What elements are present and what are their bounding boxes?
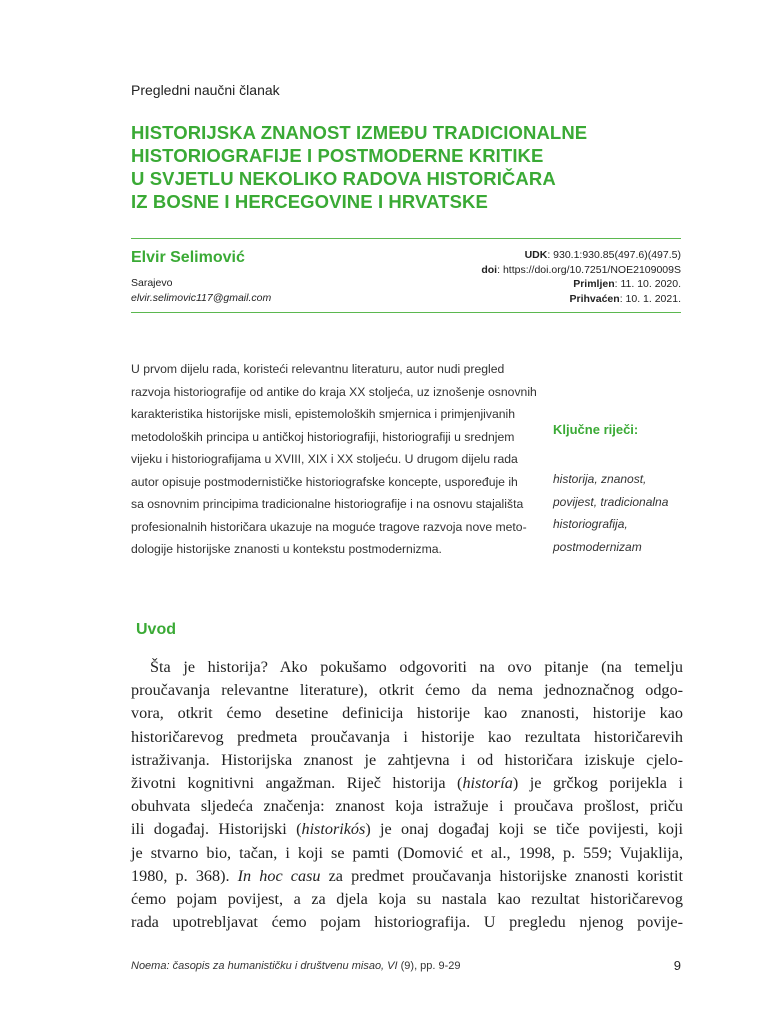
body-italic-term: historikós [301, 820, 366, 839]
author-email[interactable]: elvir.selimovic117@gmail.com [131, 292, 272, 304]
body-line [131, 865, 683, 888]
body-text-span: životni kognitivni angažman. Riječ historija ( [131, 774, 463, 793]
abstract-line: karakteristika historijske misli, epistemoloških smjernica i primjenjivanih [131, 407, 516, 421]
received-label: Primljen [573, 278, 615, 290]
body-line [131, 772, 683, 795]
doi-value[interactable]: : https://doi.org/10.7251/NOE2109009S [497, 263, 681, 276]
abstract-line: U prvom dijelu rada, koristeći relevantnu literaturu, autor nudi pregled [131, 362, 505, 376]
keyword-line: historija, znanost, [553, 472, 647, 486]
divider-top [131, 238, 681, 239]
body-line: obuhvata sljedeća značenja: znanost koja istražuje i proučava prošlost, priču [131, 797, 683, 816]
doi-label: doi [481, 263, 498, 276]
doi-line [481, 263, 681, 278]
body-text-span: ) je grčkog porijekla i [512, 774, 683, 793]
abstract-line: profesionalnih historičara ukazuje na moguće tragove razvoja nove meto- [131, 519, 527, 534]
keyword-line: povijest, tradicionalna [553, 494, 669, 509]
body-line: vora, otkrit ćemo desetine definicija historije kao znanosti, historije kao [131, 704, 683, 723]
body-line: ćemo pojam povijest, a za djela koja su nastala kao rezultat historičarevog [131, 890, 683, 909]
title-line: HISTORIJSKA ZNANOST IZMEĐU TRADICIONALNE [131, 122, 588, 143]
accepted-line [481, 292, 681, 307]
author-city: Sarajevo [131, 277, 173, 289]
page-footer [131, 960, 461, 972]
udk-line [481, 248, 681, 263]
received-value: : 11. 10. 2020. [614, 278, 681, 290]
accepted-value: : 10. 1. 2021. [619, 292, 681, 305]
accepted-label: Prihvaćen [569, 292, 620, 305]
udk-value: : 930.1:930.85(497.6)(497.5) [547, 249, 681, 261]
article-title [131, 121, 651, 213]
body-italic-term: historía [462, 774, 513, 793]
abstract-line: metodoloških principa u antičkoj historiografiji, historiografiji u srednjem [131, 429, 515, 444]
body-line: historičarevog predmeta proučavanja i historije kao rezultata historičarevih [131, 727, 683, 746]
abstract-line: razvoja historiografije od antike do kraja XX stoljeća, uz iznošenje osnovnih [131, 384, 537, 399]
abstract-line: dologije historijske znanosti u kontekstu postmodernizma. [131, 542, 442, 556]
title-line: IZ BOSNE I HERCEGOVINE I HRVATSKE [131, 191, 488, 212]
udk-label: UDK [524, 249, 548, 261]
title-line: HISTORIOGRAFIJE I POSTMODERNE KRITIKE [131, 145, 544, 166]
abstract-line: sa osnovnim principima tradicionalne historiografije i na osnovu stajališta [131, 497, 524, 511]
body-line [131, 818, 683, 841]
section-heading-intro: Uvod [136, 621, 176, 638]
keywords-list [553, 468, 668, 558]
title-line: U SVJETLU NEKOLIKO RADOVA HISTORIČARA [131, 168, 556, 189]
abstract-line: autor opisuje postmodernističke historiografske koncepte, uspoređuje ih [131, 474, 518, 489]
body-line: Šta je historija? Ako pokušamo odgovoriti na ovo pitanje (na temelju [150, 658, 683, 676]
divider-bottom [131, 312, 681, 313]
page-number: 9 [673, 958, 681, 973]
body-text-span: ) je onaj događaj koji se tiče povijesti, koji [365, 820, 684, 839]
body-line: je stvarno bio, tačan, i koji se pamti (Domović et al., 1998, p. 559; Vujaklija, [131, 843, 683, 862]
author-name: Elvir Selimović [131, 249, 245, 266]
body-line: istraživanja. Historijska znanost je zahtjevna i od historičara iziskuje cjelo- [131, 750, 683, 769]
body-text-span: 1980, p. 368). [131, 866, 238, 885]
abstract-line: vijeku i historiografijama u XVIII, XIX i XX stoljeću. U drugom dijelu rada [131, 452, 518, 466]
body-paragraph [131, 656, 683, 934]
journal-name: Noema: časopis za humanističku i društvenu misao, VI [131, 960, 398, 972]
received-line [481, 277, 681, 292]
article-metadata [481, 248, 681, 306]
body-italic-term: In hoc casu [237, 866, 321, 885]
keyword-line: historiografija, [553, 517, 628, 531]
article-category: Pregledni naučni članak [131, 82, 280, 98]
journal-details: (9), pp. 9-29 [397, 960, 461, 972]
body-line: rada upotrebljavat ćemo pojam historiografija. U pregledu njenog povije- [131, 913, 683, 932]
abstract [131, 358, 541, 561]
body-line: proučavanja relevantne literature), otkrit ćemo da nema jednoznačnog odgo- [131, 681, 683, 700]
body-text-span: ili događaj. Historijski ( [131, 820, 302, 839]
body-text-span: za predmet proučavanja historijske znanosti koristit [320, 866, 684, 885]
keywords-label: Ključne riječi: [553, 422, 639, 437]
author-affiliation [131, 276, 271, 306]
keyword-line: postmodernizam [553, 539, 642, 554]
